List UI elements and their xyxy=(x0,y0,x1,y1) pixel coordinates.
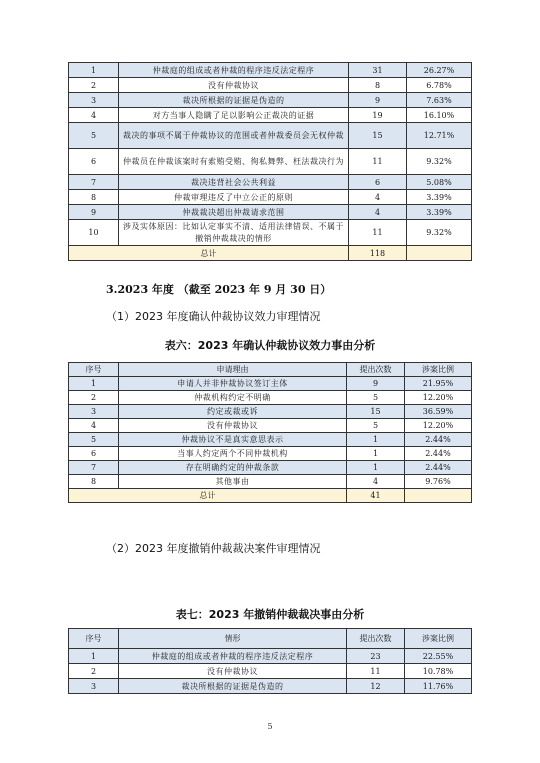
row-number: 8 xyxy=(69,190,119,205)
row-reason: 当事人约定两个不同仲裁机构 xyxy=(119,447,347,461)
row-reason: 裁决的事项不属于仲裁协议的范围或者仲裁委员会无权仲裁 xyxy=(119,123,349,149)
row-number: 1 xyxy=(69,377,119,391)
row-number: 10 xyxy=(69,220,119,246)
row-reason: 涉及实体原因：比如认定事实不清、适用法律错误、不属于撤销仲裁裁决的情形 xyxy=(119,220,349,246)
row-reason: 申请人并非仲裁协议签订主体 xyxy=(119,377,347,391)
row-count: 11 xyxy=(349,220,407,246)
table7-header-count: 提出次数 xyxy=(347,629,405,649)
row-reason: 没有仲裁协议 xyxy=(119,419,347,433)
row-number: 2 xyxy=(69,78,119,93)
total-count: 118 xyxy=(349,246,407,261)
row-count: 11 xyxy=(347,664,405,679)
row-reason: 仲裁协议不是真实意思表示 xyxy=(119,433,347,447)
row-percentage: 12.20% xyxy=(405,391,472,405)
row-number: 1 xyxy=(69,63,119,78)
row-number: 3 xyxy=(69,93,119,108)
total-label: 总计 xyxy=(69,489,347,503)
table-row xyxy=(69,220,472,246)
row-count: 15 xyxy=(349,123,407,149)
row-reason: 存在明确约定的仲裁条款 xyxy=(119,461,347,475)
table-row xyxy=(69,108,472,123)
row-percentage: 12.20% xyxy=(405,419,472,433)
table-row xyxy=(69,93,472,108)
row-count: 31 xyxy=(349,63,407,78)
table6-caption: 表六：2023 年确认仲裁协议效力事由分析 xyxy=(164,339,376,352)
table-row xyxy=(69,377,472,391)
row-percentage: 6.78% xyxy=(407,78,472,93)
table-row xyxy=(69,405,472,419)
row-reason: 仲裁员在仲裁该案时有索贿受贿、徇私舞弊、枉法裁决行为 xyxy=(119,149,349,175)
row-reason: 其他事由 xyxy=(119,475,347,489)
table7-caption: 表七：2023 年撤销仲裁裁决事由分析 xyxy=(175,608,365,621)
row-count: 23 xyxy=(347,649,405,664)
row-count: 1 xyxy=(347,447,405,461)
row-number: 6 xyxy=(69,447,119,461)
total-percentage xyxy=(405,489,472,503)
table-revocation-2022-continued xyxy=(68,62,472,261)
row-percentage: 5.08% xyxy=(407,175,472,190)
row-count: 8 xyxy=(349,78,407,93)
row-percentage: 12.71% xyxy=(407,123,472,149)
row-percentage: 9.76% xyxy=(405,475,472,489)
row-reason: 对方当事人隐瞒了足以影响公正裁决的证据 xyxy=(119,108,349,123)
table-row xyxy=(69,205,472,220)
row-number: 1 xyxy=(69,649,119,664)
table-row xyxy=(69,447,472,461)
row-reason: 仲裁裁决超出仲裁请求范围 xyxy=(119,205,349,220)
table-row xyxy=(69,475,472,489)
table-row xyxy=(69,461,472,475)
row-count: 1 xyxy=(347,433,405,447)
row-reason: 仲裁庭的组成或者仲裁的程序违反法定程序 xyxy=(119,649,347,664)
table-row xyxy=(69,175,472,190)
row-percentage: 3.39% xyxy=(407,190,472,205)
table-row xyxy=(69,190,472,205)
subsection-title-1: （1）2023 年度确认仲裁协议效力审理情况 xyxy=(106,310,321,323)
row-count: 12 xyxy=(347,679,405,694)
table6-header-no: 序号 xyxy=(69,363,119,377)
row-number: 2 xyxy=(69,391,119,405)
row-percentage: 7.63% xyxy=(407,93,472,108)
row-count: 6 xyxy=(349,175,407,190)
row-reason: 仲裁审理违反了中立公正的原则 xyxy=(119,190,349,205)
table-row xyxy=(69,679,472,694)
row-count: 4 xyxy=(349,205,407,220)
table7-header-no: 序号 xyxy=(69,629,119,649)
subsection-title-2: （2）2023 年度撤销仲裁裁决案件审理情况 xyxy=(106,542,321,555)
row-count: 5 xyxy=(347,391,405,405)
row-number: 2 xyxy=(69,664,119,679)
table7-header-reason: 情形 xyxy=(119,629,347,649)
row-reason: 没有仲裁协议 xyxy=(119,664,347,679)
row-percentage: 9.32% xyxy=(407,220,472,246)
table6-header-pct: 涉案比例 xyxy=(405,363,472,377)
row-percentage: 36.59% xyxy=(405,405,472,419)
row-percentage: 22.55% xyxy=(405,649,472,664)
table-total-row xyxy=(69,246,472,261)
total-label: 总计 xyxy=(69,246,349,261)
row-number: 4 xyxy=(69,419,119,433)
row-percentage: 26.27% xyxy=(407,63,472,78)
row-count: 1 xyxy=(347,461,405,475)
row-count: 5 xyxy=(347,419,405,433)
table7 xyxy=(68,628,472,694)
row-percentage: 2.44% xyxy=(405,433,472,447)
table-row xyxy=(69,63,472,78)
table-row xyxy=(69,391,472,405)
total-percentage xyxy=(407,246,472,261)
table-total-row xyxy=(69,489,472,503)
table7-header-pct: 涉案比例 xyxy=(405,629,472,649)
row-percentage: 9.32% xyxy=(407,149,472,175)
row-percentage: 10.78% xyxy=(405,664,472,679)
row-number: 5 xyxy=(69,433,119,447)
total-count: 41 xyxy=(347,489,405,503)
row-number: 7 xyxy=(69,461,119,475)
table-row xyxy=(69,123,472,149)
row-number: 4 xyxy=(69,108,119,123)
page-number: 5 xyxy=(267,722,273,731)
table-row xyxy=(69,78,472,93)
row-reason: 仲裁机构约定不明确 xyxy=(119,391,347,405)
row-reason: 裁决违背社会公共利益 xyxy=(119,175,349,190)
row-reason: 没有仲裁协议 xyxy=(119,78,349,93)
row-percentage: 2.44% xyxy=(405,461,472,475)
section-heading: 3.2023 年度 （截至 2023 年 9 月 30 日） xyxy=(106,283,332,296)
table6 xyxy=(68,362,472,503)
row-count: 19 xyxy=(349,108,407,123)
table-row xyxy=(69,419,472,433)
row-count: 15 xyxy=(347,405,405,419)
row-count: 9 xyxy=(349,93,407,108)
row-count: 4 xyxy=(347,475,405,489)
row-percentage: 2.44% xyxy=(405,447,472,461)
row-number: 9 xyxy=(69,205,119,220)
table-row xyxy=(69,433,472,447)
row-percentage: 16.10% xyxy=(407,108,472,123)
row-percentage: 21.95% xyxy=(405,377,472,391)
table-row xyxy=(69,664,472,679)
row-number: 8 xyxy=(69,475,119,489)
row-count: 4 xyxy=(349,190,407,205)
row-number: 6 xyxy=(69,149,119,175)
table6-header-reason: 申请理由 xyxy=(119,363,347,377)
row-reason: 裁决所根据的证据是伪造的 xyxy=(119,679,347,694)
row-reason: 裁决所根据的证据是伪造的 xyxy=(119,93,349,108)
row-count: 11 xyxy=(349,149,407,175)
table-row xyxy=(69,149,472,175)
row-number: 5 xyxy=(69,123,119,149)
row-count: 9 xyxy=(347,377,405,391)
row-percentage: 3.39% xyxy=(407,205,472,220)
table-row xyxy=(69,649,472,664)
row-number: 3 xyxy=(69,679,119,694)
row-number: 7 xyxy=(69,175,119,190)
row-reason: 约定或裁或诉 xyxy=(119,405,347,419)
table6-header-count: 提出次数 xyxy=(347,363,405,377)
row-percentage: 11.76% xyxy=(405,679,472,694)
row-number: 3 xyxy=(69,405,119,419)
row-reason: 仲裁庭的组成或者仲裁的程序违反法定程序 xyxy=(119,63,349,78)
